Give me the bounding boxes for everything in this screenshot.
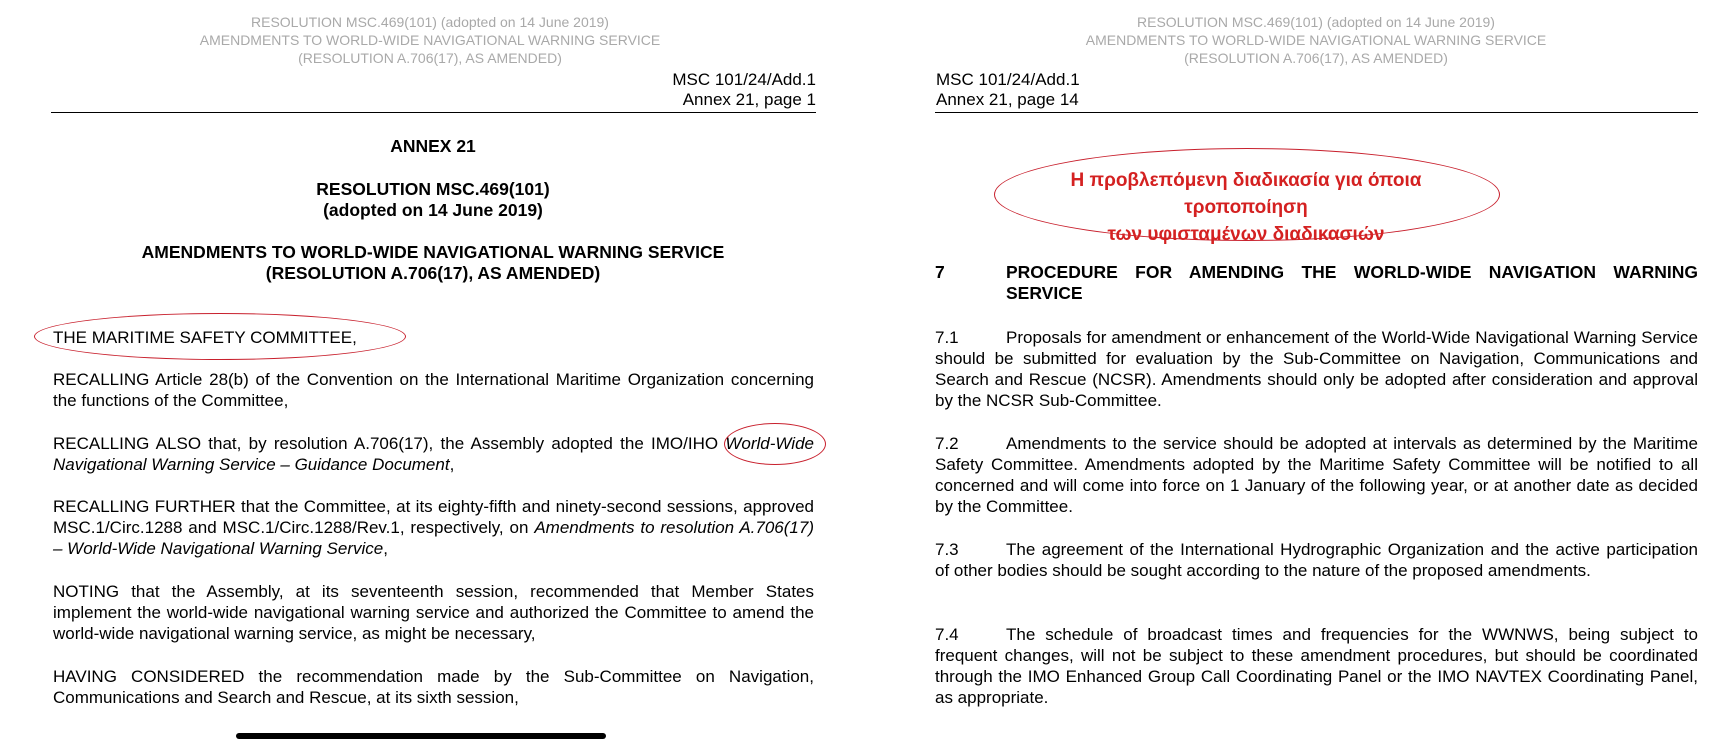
title-line-2: (RESOLUTION A.706(17), AS AMENDED) (265, 263, 601, 283)
section-number: 7 (935, 262, 945, 282)
paragraph-7-4: 7.4 The schedule of broadcast times and frequencies for the WWNWS, being subject to frequent changes, will not be subject to these amendment procedures, but should be coordinated through the IMO Enhanced Group Call Coordinating Panel or the IMO NAVTEX Coordinating Panel, as appropriate. (935, 625, 1698, 707)
page-reference (936, 70, 1080, 110)
resolution-heading: RESOLUTION MSC.469(101) (316, 179, 550, 199)
paragraph-noting: NOTING that the Assembly, at its seventeenth session, recommended that Member States implement the world-wide navigational warning service and authorized the Committee to amend the world-wide navigational warning service, as might be necessary, (53, 582, 814, 643)
adopted-date: (adopted on 14 June 2019) (323, 200, 543, 220)
header-rule (935, 112, 1698, 113)
watermark-line: (RESOLUTION A.706(17), AS AMENDED) (298, 50, 562, 66)
page-reference (672, 70, 816, 110)
page-ref: Annex 21, page 1 (682, 90, 816, 109)
document-page-right (856, 0, 1712, 752)
paragraph-7-2: 7.2 Amendments to the service should be adopted at intervals as determined by the Maritime Safety Committee. Amendments adopted by the Maritime Safety Committee will be notified to all concerned and will come into force on 1 January of the following year, or at another date as decided by the Committee. (935, 434, 1698, 516)
paragraph-recalling-further: RECALLING FURTHER that the Committee, at its eighty-fifth and ninety-second sessions, approved MSC.1/Circ.1288 and MSC.1/Circ.1288/Rev.1, respectively, on Amendments to resolution A.706(17) – World-Wide Navigational Warning Service, (53, 497, 814, 558)
greek-annotation: Η προβλεπόμενη διαδικασία για όποια τροποποίηση των υφισταμένων διαδικασιών (1070, 170, 1422, 245)
annotation-ellipse (724, 423, 826, 465)
section-heading (935, 262, 1698, 304)
watermark-line: AMENDMENTS TO WORLD-WIDE NAVIGATIONAL WARNING SERVICE (199, 32, 661, 48)
committee-line: THE MARITIME SAFETY COMMITTEE, (53, 328, 357, 347)
section-title: PROCEDURE FOR AMENDING THE WORLD-WIDE NAVIGATION WARNING SERVICE (1006, 262, 1698, 303)
paragraph-recalling-also: RECALLING ALSO that, by resolution A.706(17), the Assembly adopted the IMO/IHO World-Wide Navigational Warning Service – Guidance Document, (53, 434, 814, 474)
header-rule (51, 112, 816, 113)
watermark-line: (RESOLUTION A.706(17), AS AMENDED) (1184, 50, 1448, 66)
paragraph-recalling: RECALLING Article 28(b) of the Convention on the International Maritime Organization concerning the functions of the Committee, (53, 370, 814, 410)
paragraph-having-considered: HAVING CONSIDERED the recommendation made by the Sub-Committee on Navigation, Communications and Search and Rescue, at its sixth session, (53, 667, 814, 707)
watermark-header (130, 13, 730, 67)
watermark-line: RESOLUTION MSC.469(101) (adopted on 14 June 2019) (251, 14, 609, 30)
title-line-1: AMENDMENTS TO WORLD-WIDE NAVIGATIONAL WARNING SERVICE (141, 242, 725, 262)
horizontal-scrollbar[interactable] (236, 733, 606, 739)
watermark-line: RESOLUTION MSC.469(101) (adopted on 14 June 2019) (1137, 14, 1495, 30)
doc-ref: MSC 101/24/Add.1 (936, 70, 1080, 89)
watermark-line: AMENDMENTS TO WORLD-WIDE NAVIGATIONAL WARNING SERVICE (1085, 32, 1547, 48)
watermark-header (1016, 13, 1616, 67)
annex-heading: ANNEX 21 (390, 136, 476, 156)
paragraph-7-1: 7.1 Proposals for amendment or enhancement of the World-Wide Navigational Warning Service should be submitted for evaluation by the Sub-Committee on Navigation, Communications and Search and Rescue (NCSR). Amendments should only be adopted after consideration and approval by the NCSR Sub-Committee. (935, 328, 1698, 410)
paragraph-7-3: 7.3 The agreement of the International Hydrographic Organization and the active participation of other bodies should be sought according to the nature of the proposed amendments. (935, 540, 1698, 580)
page-ref: Annex 21, page 14 (936, 90, 1079, 109)
doc-ref: MSC 101/24/Add.1 (672, 70, 816, 89)
